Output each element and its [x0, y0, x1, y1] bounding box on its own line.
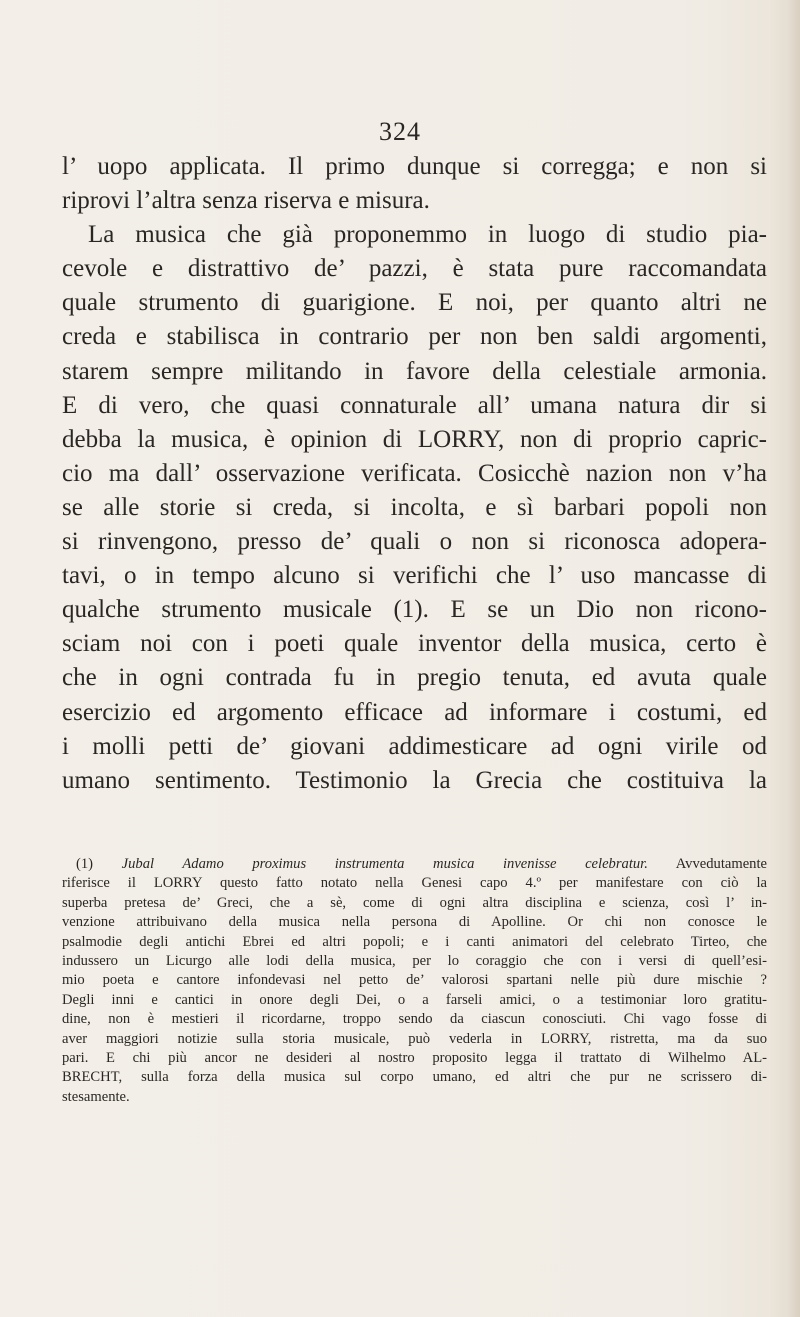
- footnote-text: Avvedutamente: [675, 856, 767, 872]
- text-line: starem sempre militando in favore della celestiale armonia.: [62, 357, 767, 385]
- footnote-line: dine, non è mestieri il ricordarne, troppo sendo da ciascun conosciuti. Chi vago fosse di: [62, 1011, 767, 1028]
- footnote-line-first: [62, 855, 767, 874]
- text-line: E di vero, che quasi connaturale all’ umana natura dir si: [62, 391, 767, 419]
- footnote-line: stesamente.: [62, 1088, 130, 1105]
- footnote-line: venzione attribuivano della musica nella persona di Apolline. Or chi non conosce le: [62, 914, 767, 931]
- text-line: qualche strumento musicale (1). E se un Dio non ricono-: [62, 596, 767, 624]
- text-line: sciam noi con i poeti quale inventor della musica, certo è: [62, 630, 767, 658]
- text-line: che in ogni contrada fu in pregio tenuta, ed avuta quale: [62, 664, 767, 692]
- footnote-line: aver maggiori notizie sulla storia musicale, può vederla in LORRY, ristretta, ma da suo: [62, 1030, 767, 1047]
- footnote-line: Degli inni e cantici in onore degli Dei, o a farseli amici, o a testimoniar loro gratitu-: [62, 991, 767, 1008]
- footnote: [62, 855, 767, 1107]
- footnote-line: BRECHT, sulla forza della musica sul corpo umano, ed altri che pur ne scrissero di-: [62, 1069, 767, 1086]
- text-line: umano sentimento. Testimonio la Grecia che costituiva la: [62, 766, 767, 794]
- page-number: 324: [379, 117, 421, 146]
- text-line: cio ma dall’ osservazione verificata. Cosicchè nazion non v’ha: [62, 459, 767, 487]
- text-line: cevole e distrattivo de’ pazzi, è stata pure raccomandata: [62, 255, 767, 283]
- text-line: riprovi l’altra senza riserva e misura.: [62, 187, 430, 215]
- footnote-line: indussero un Licurgo alle lodi della musica, per lo coraggio che con i versi di quell’esi-: [62, 953, 767, 970]
- text-line: se alle storie si creda, si incolta, e sì barbari popoli non: [62, 493, 767, 521]
- footnote-line: superba pretesa de’ Greci, che a sè, come di ogni altra disciplina e scienza, così l’ in-: [62, 894, 767, 911]
- main-text: [62, 150, 767, 798]
- text-line: tavi, o in tempo alcuno si verifichi che l’ uso mancasse di: [62, 562, 767, 590]
- text-line: debba la musica, è opinion di LORRY, non di proprio capric-: [62, 425, 767, 453]
- footnote-line: psalmodie degli antichi Ebrei ed altri popoli; e i canti animatori del celebrato Tirteo, che: [62, 933, 767, 950]
- footnote-line: riferisce il LORRY questo fatto notato nella Genesi capo 4.º per manifestare con ciò la: [62, 875, 767, 892]
- footnote-marker: (1): [76, 856, 94, 872]
- text-line: La musica che già proponemmo in luogo di studio pia-: [88, 221, 767, 249]
- footnote-line: pari. E chi più ancor ne desideri al nostro proposito legga il trattato di Wilhelmo AL-: [62, 1050, 767, 1067]
- page-edge-shadow: [778, 0, 800, 1317]
- text-line: i molli petti de’ giovani addimesticare ad ogni virile od: [62, 732, 767, 760]
- text-line: esercizio ed argomento efficace ad informare i costumi, ed: [62, 698, 767, 726]
- text-line: l’ uopo applicata. Il primo dunque si corregga; e non si: [62, 153, 767, 180]
- text-line: si rinvengono, presso de’ quali o non si riconosca adopera-: [62, 528, 767, 556]
- footnote-latin-quote: Jubal Adamo proximus instrumenta musica invenisse celebratur.: [121, 856, 648, 872]
- text-line: creda e stabilisca in contrario per non ben saldi argomenti,: [62, 323, 767, 351]
- text-line: quale strumento di guarigione. E noi, per quanto altri ne: [62, 289, 767, 317]
- footnote-line: mio poeta e cantore infondevasi nel petto de’ valorosi spartani nelle più dure mischie ?: [62, 972, 767, 989]
